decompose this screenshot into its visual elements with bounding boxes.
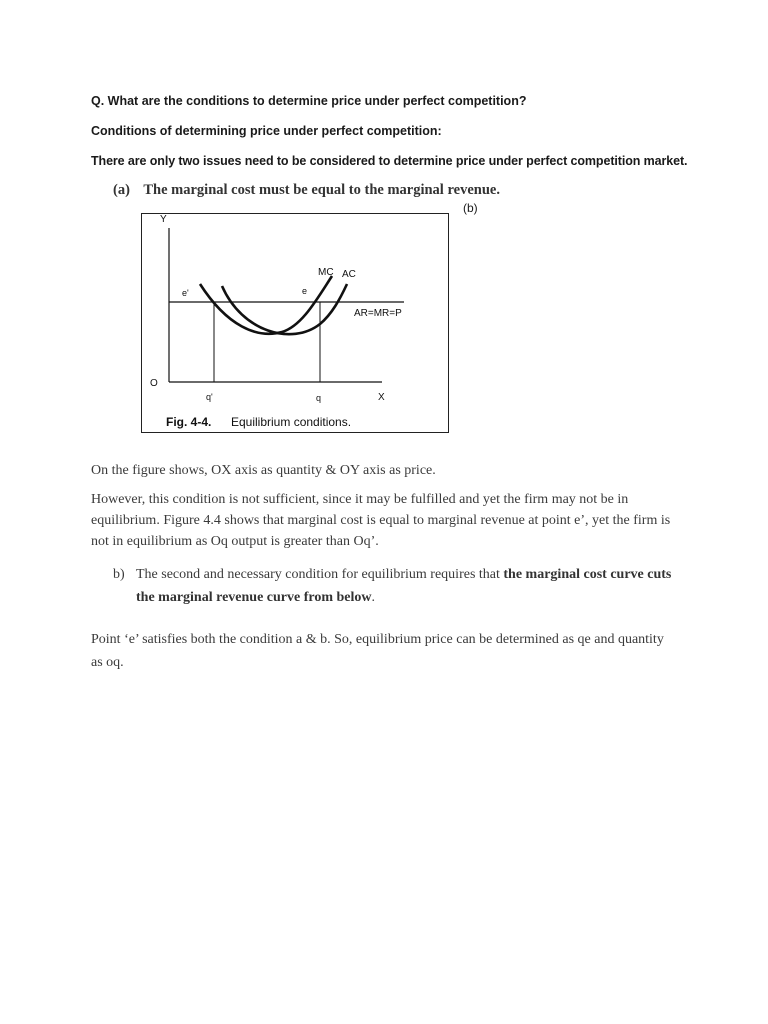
mc-curve <box>200 276 332 334</box>
condition-a <box>113 182 500 199</box>
condition-b-label: b) <box>113 567 125 582</box>
paragraph-axes: On the figure shows, OX axis as quantity & OY axis as price. <box>91 463 436 478</box>
origin-label: O <box>150 378 158 389</box>
conditions-heading: Conditions of determining price under perfect competition: <box>91 124 442 138</box>
issues-intro: There are only two issues need to be considered to determine price under perfect competition market. <box>91 154 688 168</box>
question-heading: Q. What are the conditions to determine price under perfect competition? <box>91 94 527 108</box>
condition-b-emphasis: the marginal cost curve cuts the marginal revenue curve from below <box>136 567 672 605</box>
price-line-label: AR=MR=P <box>354 308 402 319</box>
mc-label: MC <box>318 267 334 278</box>
condition-a-text: The marginal cost must be equal to the marginal revenue. <box>143 182 500 198</box>
equilibrium-figure <box>141 213 449 433</box>
condition-b-text-end: . <box>371 590 375 605</box>
ac-label: AC <box>342 269 356 280</box>
condition-b-text-start: The second and necessary condition for equilibrium requires that <box>136 567 504 582</box>
x-axis-label: X <box>378 392 385 403</box>
q-prime-label: q' <box>206 392 213 402</box>
paragraph-sufficiency: However, this condition is not sufficient, since it may be fulfilled and yet the firm may not be in equilibrium. Figure 4.4 shows that marginal cost is equal to marginal revenue at point e’, yet the firm is not in equilibrium as Oq output is greater than Oq’. <box>91 492 671 549</box>
condition-a-label: (a) <box>113 182 130 198</box>
b-marker: (b) <box>463 201 478 215</box>
y-axis-label: Y <box>160 214 167 225</box>
paragraph-conclusion: Point ‘e’ satisfies both the condition a & b. So, equilibrium price can be determined as qe and quantity as oq. <box>91 632 664 670</box>
q-label: q <box>316 393 322 403</box>
figure-caption-number: Fig. 4-4. <box>166 415 212 429</box>
condition-b-text <box>136 563 673 609</box>
figure-caption-text: Equilibrium conditions. <box>231 415 352 429</box>
condition-b <box>113 563 673 609</box>
equilibrium-diagram <box>142 214 450 434</box>
e-prime-label: e' <box>182 288 189 298</box>
e-label: e <box>302 286 308 296</box>
